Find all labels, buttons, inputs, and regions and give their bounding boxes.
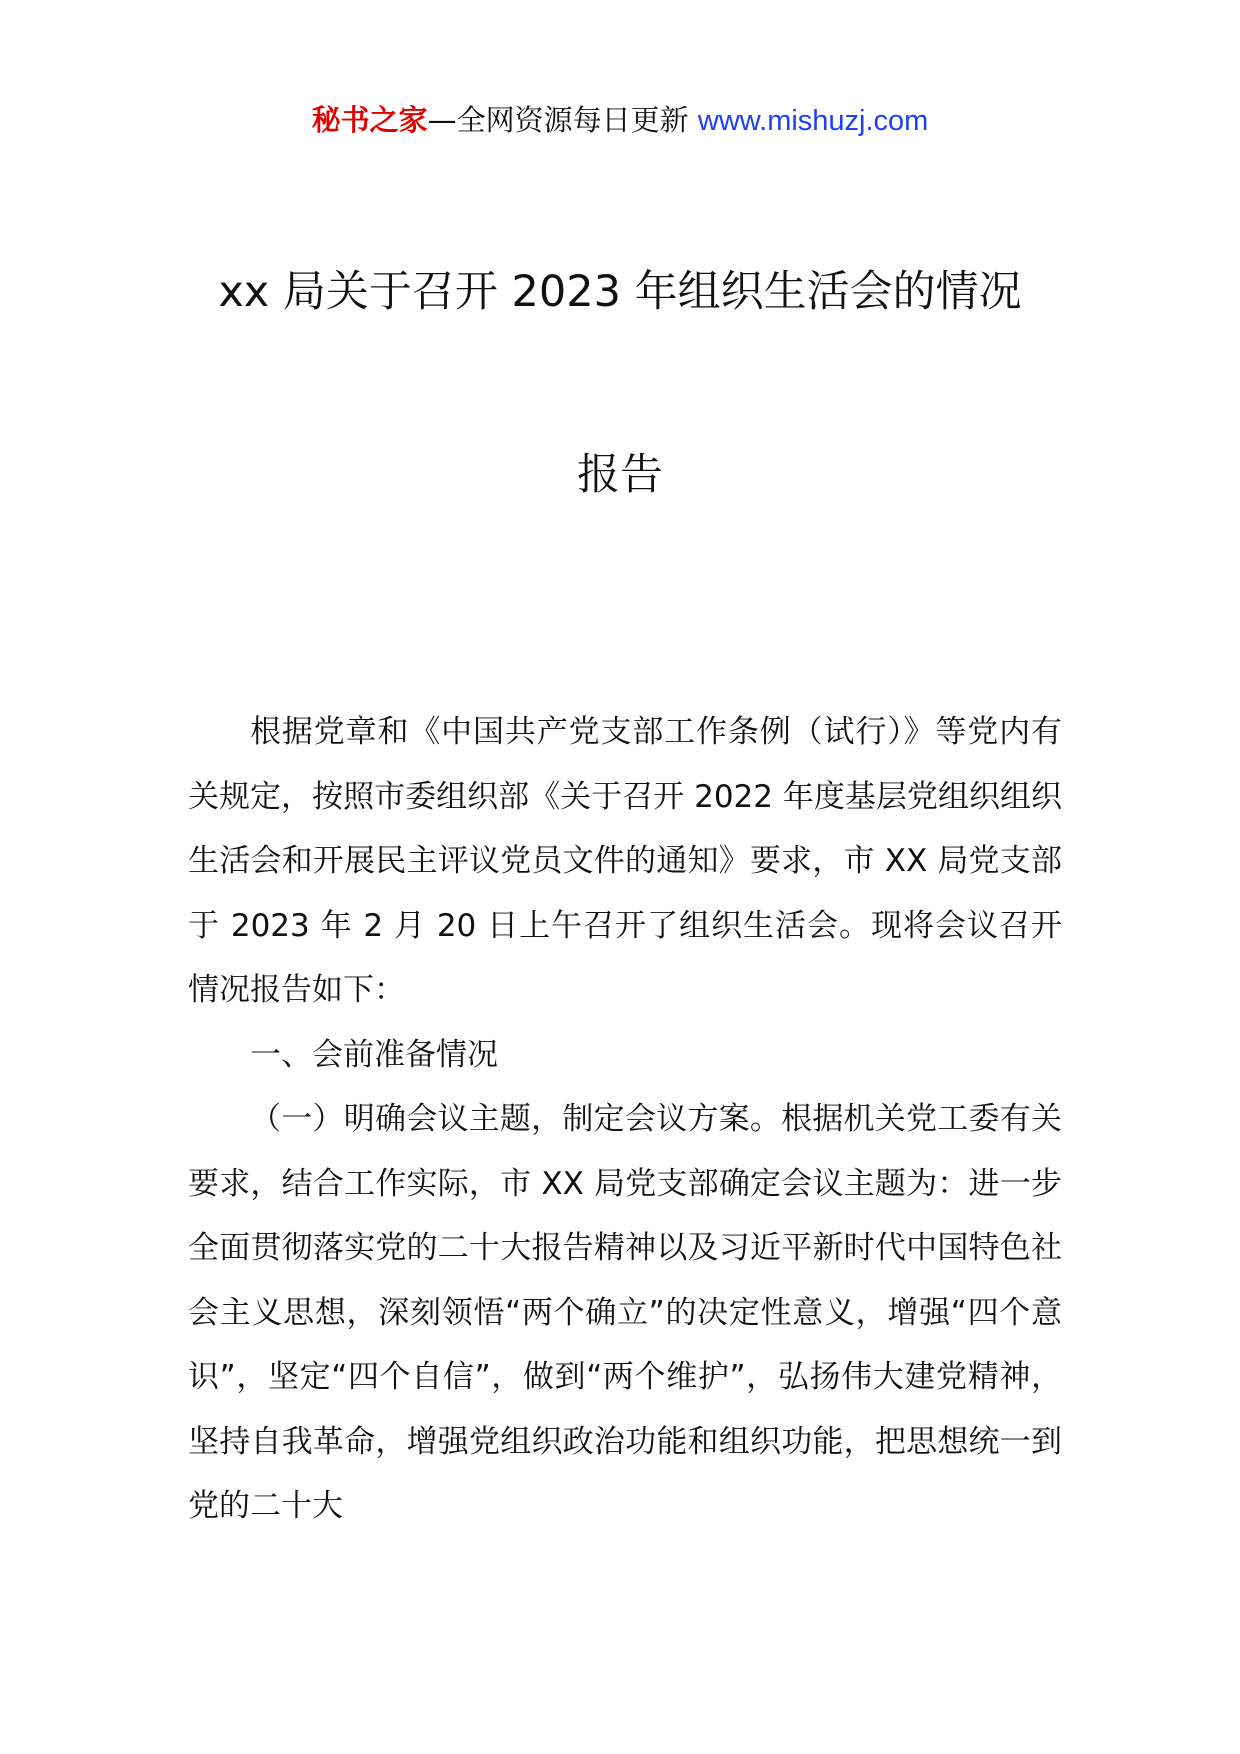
site-url-link[interactable]: www.mishuzj.com: [697, 105, 929, 137]
section-heading: 一、会前准备情况: [250, 1036, 498, 1073]
subsection-paragraph: （一）明确会议主题，制定会议方案。根据机关党工委有关要求，结合工作实际，市 XX 局党支部确定会议主题为：进一步全面贯彻落实党的二十大报告精神以及习近平新时代中国特色社会主义思想，深刻领悟“两个确立”的决定性意义，增强“四个意识”，坚定“四个自信”，做到“两个维护”，弘扬伟大建党精神，坚持自我革命，增强党组织政治功能和组织功能，把思想统一到党的二十大: [188, 1101, 1062, 1524]
intro-paragraph: 根据党章和《中国共产党支部工作条例（试行）》等党内有关规定，按照市委组织部《关于召开 2022 年度基层党组织组织生活会和开展民主评议党员文件的通知》要求，市 XX 局党支部于 2023 年 2 月 20 日上午召开了组织生活会。现将会议召开情况报告如下：: [188, 714, 1062, 1008]
site-header: [0, 100, 1240, 141]
header-tagline: —全网资源每日更新: [427, 103, 689, 137]
document-title-line-2: 报告: [577, 450, 663, 500]
document-title-line-1: xx 局关于召开 2023 年组织生活会的情况: [218, 267, 1022, 317]
document-body: [188, 700, 1062, 1539]
brand-name: 秘书之家: [311, 103, 428, 137]
